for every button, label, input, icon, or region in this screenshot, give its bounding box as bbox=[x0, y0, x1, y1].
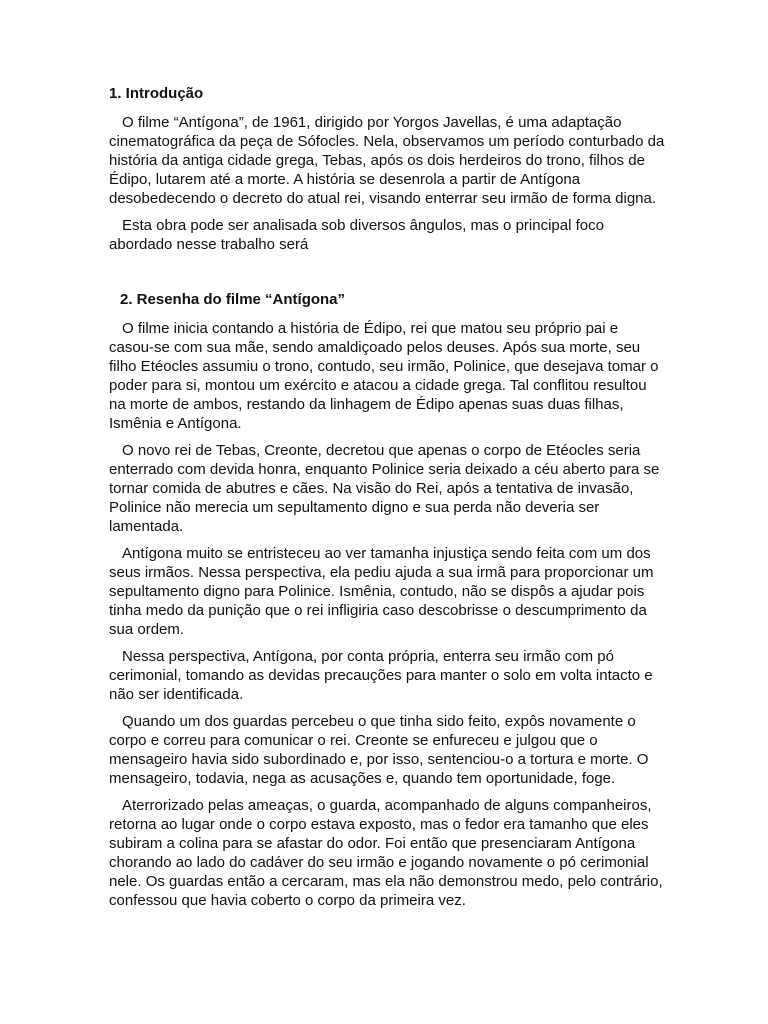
paragraph: O filme “Antígona”, de 1961, dirigido por Yorgos Javellas, é uma adaptação cinematográfica da peça de Sófocles. Nela, observamos um período conturbado da história da antiga cidade grega, Tebas, após os dois herdeiros do trono, filhos de Édipo, lutarem até a morte. A história se desenrola a partir de Antígona desobedecendo o decreto do atual rei, visando enterrar seu irmão de forma digna. bbox=[109, 114, 665, 207]
paragraph: Esta obra pode ser analisada sob diversos ângulos, mas o principal foco abordado nesse trabalho será bbox=[109, 217, 604, 253]
paragraph: Aterrorizado pelas ameaças, o guarda, acompanhado de alguns companheiros, retorna ao lugar onde o corpo estava exposto, mas o fedor era tamanho que eles subiram a colina para se afastar do odor. Foi então que presenciaram Antígona chorando ao lado do cadáver do seu irmão e jogando novamente o pó cerimonial nele. Os guardas então a cercaram, mas ela não demonstrou medo, pelo contrário, confessou que havia coberto o corpo da primeira vez. bbox=[109, 797, 663, 909]
paragraph: O novo rei de Tebas, Creonte, decretou que apenas o corpo de Etéocles seria enterrado com devida honra, enquanto Polinice seria deixado a céu aberto para se tornar comida de abutres e cães. Na visão do Rei, após a tentativa de invasão, Polinice não merecia um sepultamento digno e sua perda não deveria ser lamentada. bbox=[109, 442, 660, 535]
paragraph: O filme inicia contando a história de Édipo, rei que matou seu próprio pai e casou-se com sua mãe, sendo amaldiçoado pelos deuses. Após sua morte, seu filho Etéocles assumiu o trono, contudo, seu irmão, Polinice, que desejava tomar o poder para si, montou um exército e atacou a cidade grega. Tal conflitou resultou na morte de ambos, restando da linhagem de Édipo apenas suas duas filhas, Ismênia e Antígona. bbox=[109, 320, 659, 432]
section-heading-introducao: 1. Introdução bbox=[109, 85, 204, 102]
section-heading-resenha: 2. Resenha do filme “Antígona” bbox=[120, 291, 346, 308]
paragraph: Nessa perspectiva, Antígona, por conta própria, enterra seu irmão com pó cerimonial, tomando as devidas precauções para manter o solo em volta intacto e não ser identificada. bbox=[109, 648, 653, 703]
paragraph: Antígona muito se entristeceu ao ver tamanha injustiça sendo feita com um dos seus irmãos. Nessa perspectiva, ela pediu ajuda a sua irmã para proporcionar um sepultamento digno para Polinice. Ismênia, contudo, não se dispôs a ajudar pois tinha medo da punição que o rei infligiria caso descobrisse o descumprimento da sua ordem. bbox=[109, 545, 654, 638]
paragraph: Quando um dos guardas percebeu o que tinha sido feito, expôs novamente o corpo e correu para comunicar o rei. Creonte se enfureceu e julgou que o mensageiro havia sido subordinado e, por isso, sentenciou-o a tortura e morte. O mensageiro, todavia, nega as acusações e, quando tem oportunidade, foge. bbox=[109, 713, 649, 787]
